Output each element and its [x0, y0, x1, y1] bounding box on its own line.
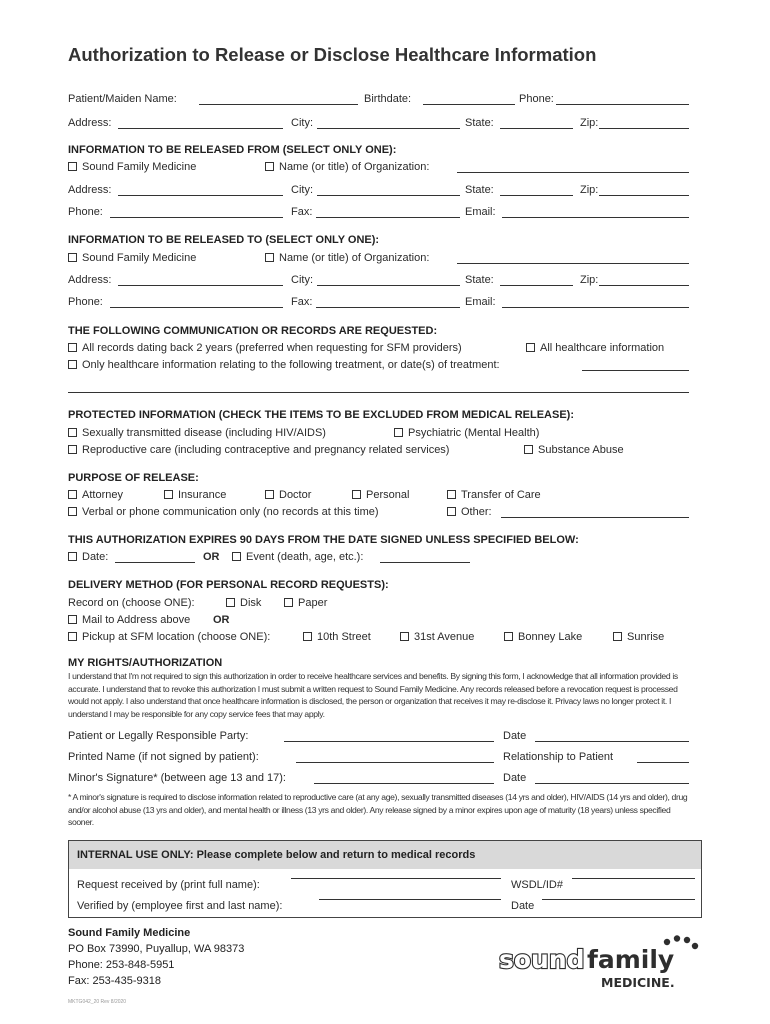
birthdate-field[interactable]: [423, 104, 515, 105]
footer-org-name: Sound Family Medicine: [68, 927, 191, 939]
released-from-options: [68, 160, 689, 176]
released-from-org-label: Name (or title) of Organization:: [279, 161, 430, 173]
purpose-transfer-label: Transfer of Care: [461, 489, 541, 501]
expiry-date-field[interactable]: [115, 562, 195, 563]
internal-row-1: [77, 878, 695, 894]
minor-date-field[interactable]: [535, 783, 689, 784]
birthdate-label: Birthdate:: [364, 93, 412, 105]
records-all-option[interactable]: [526, 341, 664, 355]
patient-name-field[interactable]: [199, 104, 358, 105]
patient-phone-field[interactable]: [556, 104, 689, 105]
released-from-city-label: City:: [291, 184, 313, 196]
delivery-record-on-label: Record on (choose ONE):: [68, 597, 195, 609]
patient-state-field[interactable]: [500, 128, 573, 129]
protected-repro-label: Reproductive care (including contraceptive and pregnancy related services): [82, 444, 450, 456]
released-from-org-option[interactable]: [265, 160, 429, 174]
expiry-row: [68, 550, 689, 566]
released-to-state-label: State:: [465, 274, 494, 286]
footer-fax: Fax: 253-435-9318: [68, 975, 161, 987]
records-only-option[interactable]: [68, 358, 500, 372]
signature-row-3: [68, 771, 689, 787]
verified-by-field[interactable]: [319, 899, 501, 900]
released-to-sfm-option[interactable]: [68, 251, 196, 265]
internal-date-field[interactable]: [542, 899, 695, 900]
expiry-event-option[interactable]: [232, 550, 363, 564]
checkbox-icon[interactable]: [265, 490, 274, 499]
protected-substance-option[interactable]: [524, 443, 624, 457]
checkbox-icon[interactable]: [265, 253, 274, 262]
relationship-label: Relationship to Patient: [503, 751, 614, 763]
delivery-mail-label: Mail to Address above: [82, 614, 191, 626]
delivery-heading: DELIVERY METHOD (FOR PERSONAL RECORD REQUESTS):: [68, 579, 389, 591]
internal-date-label: Date: [511, 900, 535, 912]
expiry-event-field[interactable]: [380, 562, 470, 563]
purpose-verbal-option[interactable]: [68, 505, 379, 519]
released-to-org-label: Name (or title) of Organization:: [279, 252, 430, 264]
patient-address-field[interactable]: [118, 128, 283, 129]
wsdl-id-field[interactable]: [572, 878, 695, 879]
purpose-verbal-label: Verbal or phone communication only (no records at this time): [82, 506, 379, 518]
released-from-fax-field[interactable]: [316, 217, 460, 218]
released-to-sfm-label: Sound Family Medicine: [82, 252, 197, 264]
signature-date-label: Date: [503, 730, 527, 742]
released-from-city-field[interactable]: [317, 195, 460, 196]
released-to-address-row: [68, 273, 689, 289]
released-to-email-label: Email:: [465, 296, 496, 308]
released-from-address-field[interactable]: [118, 195, 283, 196]
purpose-attorney-label: Attorney: [82, 489, 123, 501]
released-from-heading: INFORMATION TO BE RELEASED FROM (SELECT ONLY ONE):: [68, 144, 397, 156]
released-to-phone-field[interactable]: [110, 307, 283, 308]
protected-psych-label: Psychiatric (Mental Health): [408, 427, 540, 439]
released-to-heading: INFORMATION TO BE RELEASED TO (SELECT ONLY ONE):: [68, 234, 380, 246]
protected-heading: PROTECTED INFORMATION (CHECK THE ITEMS TO BE EXCLUDED FROM MEDICAL RELEASE):: [68, 409, 575, 421]
location-10th-street-option[interactable]: [303, 630, 371, 644]
expiry-date-label: Date:: [82, 551, 109, 563]
checkbox-icon[interactable]: [504, 632, 513, 641]
records-options-row-1: [68, 341, 689, 357]
records-2yrs-option[interactable]: [68, 341, 462, 355]
checkbox-icon[interactable]: [68, 445, 77, 454]
patient-address-label: Address:: [68, 117, 112, 129]
patient-address-row: [68, 116, 689, 132]
checkbox-icon[interactable]: [226, 598, 235, 607]
records-options-row-2: [68, 358, 689, 374]
internal-row-2: [77, 899, 695, 915]
patient-city-field[interactable]: [317, 128, 460, 129]
expiry-event-label: Event (death, age, etc.):: [246, 551, 364, 563]
records-treatment-field[interactable]: [582, 370, 689, 371]
location-sunrise-label: Sunrise: [627, 631, 665, 643]
checkbox-icon[interactable]: [524, 445, 533, 454]
purpose-row-2: [68, 505, 689, 521]
checkbox-icon[interactable]: [265, 162, 274, 171]
delivery-pickup-option[interactable]: [68, 630, 270, 644]
released-from-zip-field[interactable]: [599, 195, 689, 196]
protected-repro-option[interactable]: [68, 443, 449, 457]
logo-sound-text: sound: [499, 945, 585, 974]
patient-city-label: City:: [291, 117, 313, 129]
released-to-zip-label: Zip:: [580, 274, 599, 286]
checkbox-icon[interactable]: [68, 632, 77, 641]
sound-family-logo: [497, 934, 705, 994]
checkbox-icon[interactable]: [394, 428, 403, 437]
checkbox-icon[interactable]: [68, 343, 77, 352]
rights-paragraph: I understand that I'm not required to sign this authorization in order to receive healthcare services and benefits. By signing this form, I acknowledge that all information provided is accurate. I understand that to revoke this authorization I must submit a written request to Sound Family Medicine. Any records released before a revocation request is processed would not apply. I also understand that once healthcare information is disclosed, the person or organization that receives it may re-disclose it. Privacy laws no longer protect it. I understand I may be responsible for any copy service fees that may apply.: [68, 671, 678, 719]
printed-name-field[interactable]: [296, 762, 494, 763]
delivery-row-3: [68, 630, 689, 646]
delivery-mail-option[interactable]: [68, 613, 190, 627]
footer-phone: Phone: 253-848-5951: [68, 959, 175, 971]
released-to-state-field[interactable]: [500, 285, 573, 286]
logo-medicine-text: MEDICINE.: [601, 975, 675, 990]
checkbox-icon[interactable]: [68, 507, 77, 516]
protected-std-option[interactable]: [68, 426, 326, 440]
minor-footnote: * A minor's signature is required to disclose information related to reproductive care (at any age), sexually transmitted diseases (14 yrs and older), HIV/AIDS (14 yrs and older), drug and/or alcohol abuse (13 yrs and older), and mental health or illness (13 yrs and older). Any release signed by a minor expires upon age of maturity (18 years) unless specified sooner.: [68, 792, 688, 828]
patient-row: [68, 92, 689, 108]
printed-name-label: Printed Name (if not signed by patient):: [68, 751, 259, 763]
logo-family-text: family: [587, 945, 675, 974]
checkbox-icon[interactable]: [68, 428, 77, 437]
checkbox-icon[interactable]: [447, 490, 456, 499]
internal-use-heading: INTERNAL USE ONLY: Please complete below and return to medical records: [77, 849, 476, 861]
patient-name-label: Patient/Maiden Name:: [68, 93, 177, 105]
delivery-disk-option[interactable]: [226, 596, 261, 610]
purpose-heading: PURPOSE OF RELEASE:: [68, 472, 199, 484]
released-to-address-field[interactable]: [118, 285, 283, 286]
patient-phone-label: Phone:: [519, 93, 554, 105]
purpose-attorney-option[interactable]: [68, 488, 123, 502]
signature-row-2: [68, 750, 689, 766]
minor-signature-label: Minor's Signature* (between age 13 and 17):: [68, 772, 286, 784]
protected-std-label: Sexually transmitted disease (including HIV/AIDS): [82, 427, 326, 439]
released-from-address-row: [68, 183, 689, 199]
delivery-row-2: [68, 613, 689, 629]
patient-state-label: State:: [465, 117, 494, 129]
checkbox-icon[interactable]: [526, 343, 535, 352]
checkbox-icon[interactable]: [303, 632, 312, 641]
footer-address: PO Box 73990, Puyallup, WA 98373: [68, 943, 245, 955]
released-from-address-label: Address:: [68, 184, 112, 196]
released-to-phone-label: Phone:: [68, 296, 103, 308]
delivery-paper-label: Paper: [298, 597, 328, 609]
location-31st-avenue-option[interactable]: [400, 630, 474, 644]
relationship-field[interactable]: [637, 762, 689, 763]
received-by-field[interactable]: [291, 878, 501, 879]
form-title: Authorization to Release or Disclose Healthcare Information: [68, 44, 597, 65]
released-to-fax-label: Fax:: [291, 296, 313, 308]
delivery-disk-label: Disk: [240, 597, 262, 609]
released-from-phone-label: Phone:: [68, 206, 103, 218]
purpose-other-option[interactable]: [447, 505, 492, 519]
protected-psych-option[interactable]: [394, 426, 539, 440]
protected-row-2: [68, 443, 689, 459]
purpose-row-1: [68, 488, 689, 504]
checkbox-icon[interactable]: [284, 598, 293, 607]
expiry-or-label: OR: [203, 551, 220, 563]
released-from-org-field[interactable]: [457, 172, 689, 173]
released-from-email-label: Email:: [465, 206, 496, 218]
patient-signature-label: Patient or Legally Responsible Party:: [68, 730, 249, 742]
released-to-city-field[interactable]: [317, 285, 460, 286]
records-2yrs-label: All records dating back 2 years (preferred when requesting for SFM providers): [82, 342, 462, 354]
released-from-state-field[interactable]: [500, 195, 573, 196]
purpose-personal-option[interactable]: [352, 488, 409, 502]
rights-heading: MY RIGHTS/AUTHORIZATION: [68, 657, 223, 669]
checkbox-icon[interactable]: [232, 552, 241, 561]
records-heading: THE FOLLOWING COMMUNICATION OR RECORDS ARE REQUESTED:: [68, 325, 438, 337]
checkbox-icon[interactable]: [68, 162, 77, 171]
protected-substance-label: Substance Abuse: [538, 444, 624, 456]
purpose-doctor-label: Doctor: [279, 489, 312, 501]
patient-zip-label: Zip:: [580, 117, 599, 129]
checkbox-icon[interactable]: [68, 360, 77, 369]
records-all-label: All healthcare information: [540, 342, 665, 354]
verified-by-label: Verified by (employee first and last name):: [77, 900, 283, 912]
delivery-paper-option[interactable]: [284, 596, 327, 610]
patient-signature-field[interactable]: [284, 741, 494, 742]
released-to-options: [68, 251, 689, 267]
form-code: MKTG042_20 Rev 8/2020: [68, 999, 127, 1005]
released-to-org-option[interactable]: [265, 251, 429, 265]
purpose-insurance-label: Insurance: [178, 489, 227, 501]
records-only-label: Only healthcare information relating to the following treatment, or date(s) of treatment:: [82, 359, 500, 371]
released-to-fax-field[interactable]: [316, 307, 460, 308]
internal-use-box: [68, 840, 702, 918]
internal-use-header: [69, 841, 701, 869]
released-from-zip-label: Zip:: [580, 184, 599, 196]
location-sunrise-option[interactable]: [613, 630, 664, 644]
checkbox-icon[interactable]: [164, 490, 173, 499]
released-from-sfm-label: Sound Family Medicine: [82, 161, 197, 173]
checkbox-icon[interactable]: [447, 507, 456, 516]
expiry-date-option[interactable]: [68, 550, 108, 564]
released-from-state-label: State:: [465, 184, 494, 196]
checkbox-icon[interactable]: [68, 490, 77, 499]
released-to-org-field[interactable]: [457, 263, 689, 264]
released-to-email-field[interactable]: [502, 307, 689, 308]
released-to-zip-field[interactable]: [599, 285, 689, 286]
checkbox-icon[interactable]: [68, 552, 77, 561]
released-from-contact-row: [68, 205, 689, 221]
records-treatment-field-2[interactable]: [68, 392, 689, 393]
released-to-contact-row: [68, 295, 689, 311]
location-bonney-lake-option[interactable]: [504, 630, 582, 644]
location-bonney-lake-label: Bonney Lake: [518, 631, 583, 643]
received-by-label: Request received by (print full name):: [77, 879, 260, 891]
released-to-address-label: Address:: [68, 274, 112, 286]
purpose-other-label: Other:: [461, 506, 492, 518]
purpose-personal-label: Personal: [366, 489, 410, 501]
signature-row-1: [68, 729, 689, 745]
checkbox-icon[interactable]: [68, 615, 77, 624]
location-10th-street-label: 10th Street: [317, 631, 371, 643]
checkbox-icon[interactable]: [352, 490, 361, 499]
purpose-doctor-option[interactable]: [265, 488, 311, 502]
purpose-insurance-option[interactable]: [164, 488, 226, 502]
released-from-email-field[interactable]: [502, 217, 689, 218]
minor-date-label: Date: [503, 772, 527, 784]
protected-row-1: [68, 426, 689, 442]
checkbox-icon[interactable]: [68, 253, 77, 262]
location-31st-avenue-label: 31st Avenue: [414, 631, 475, 643]
wsdl-id-label: WSDL/ID#: [511, 879, 563, 891]
records-extra-row: [68, 380, 689, 396]
delivery-pickup-label: Pickup at SFM location (choose ONE):: [82, 631, 271, 643]
patient-zip-field[interactable]: [599, 128, 689, 129]
checkbox-icon[interactable]: [400, 632, 409, 641]
released-from-phone-field[interactable]: [110, 217, 283, 218]
released-to-city-label: City:: [291, 274, 313, 286]
purpose-transfer-option[interactable]: [447, 488, 541, 502]
delivery-row-1: [68, 596, 689, 612]
delivery-or-label: OR: [213, 614, 230, 626]
minor-signature-field[interactable]: [314, 783, 494, 784]
released-from-fax-label: Fax:: [291, 206, 313, 218]
released-from-sfm-option[interactable]: [68, 160, 196, 174]
checkbox-icon[interactable]: [613, 632, 622, 641]
expiry-heading: THIS AUTHORIZATION EXPIRES 90 DAYS FROM THE DATE SIGNED UNLESS SPECIFIED BELOW:: [68, 534, 579, 546]
purpose-other-field[interactable]: [501, 517, 689, 518]
signature-date-field[interactable]: [535, 741, 689, 742]
